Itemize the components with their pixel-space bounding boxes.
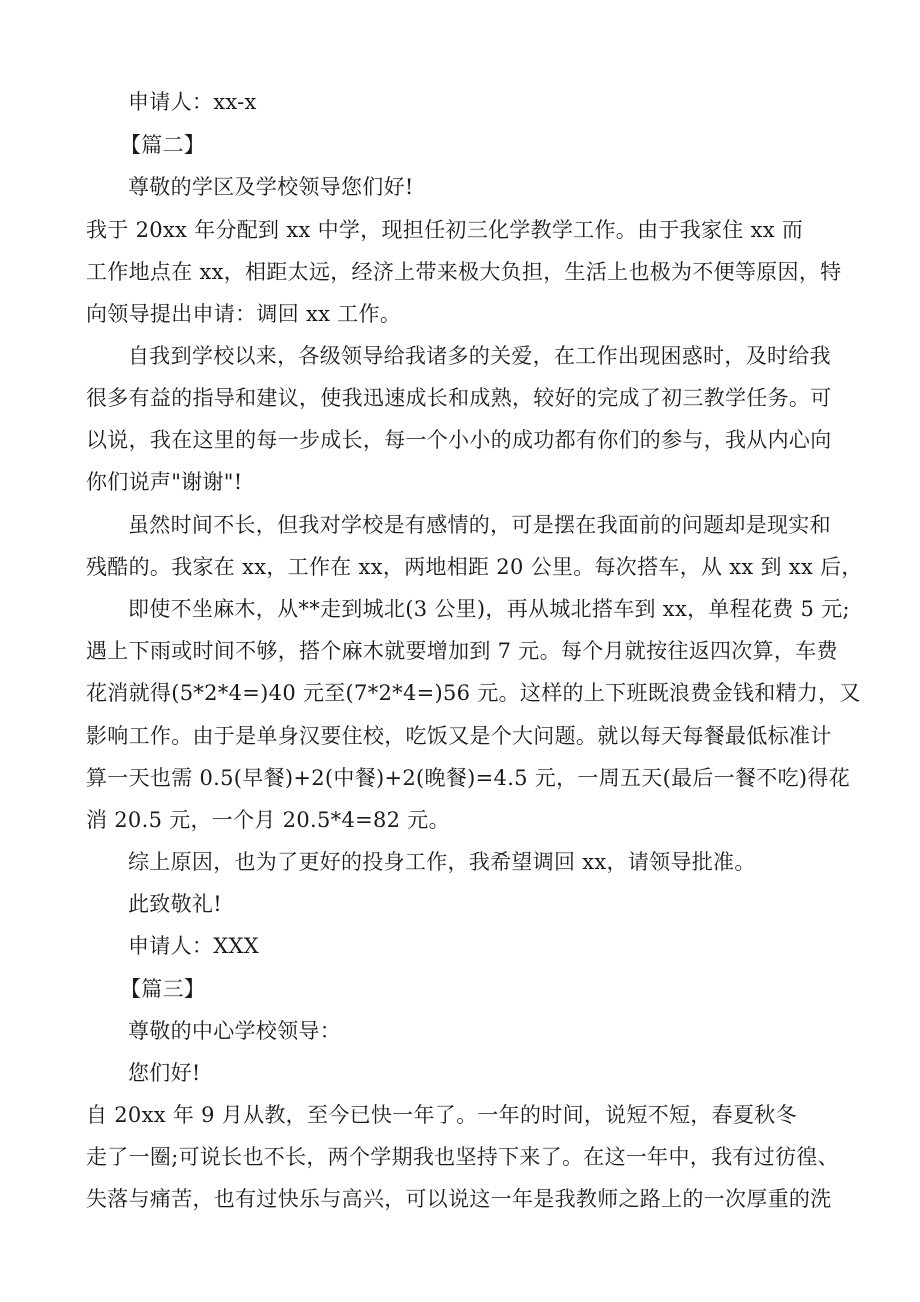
paragraph-line: 消 20.5 元，一个月 20.5*4=82 元。 xyxy=(86,808,450,832)
paragraph-line: 很多有益的指导和建议，使我迅速成长和成熟，较好的完成了初三教学任务。可 xyxy=(86,386,832,410)
paragraph-line: 工作地点在 xx，相距太远，经济上带来极大负担，生活上也极为不便等原因，特 xyxy=(86,260,842,284)
salutation-3: 尊敬的中心学校领导： xyxy=(128,1019,341,1043)
paragraph-line: 向领导提出申请：调回 xx 工作。 xyxy=(86,302,402,326)
paragraph-line: 算一天也需 0.5(早餐)+2(中餐)+2(晚餐)=4.5 元，一周五天(最后一餐不吃)得花 xyxy=(86,766,850,790)
paragraph-line: 残酷的。我家在 xx，工作在 xx，两地相距 20 公里。每次搭车，从 xx 到 xx 后， xyxy=(86,555,863,579)
salutation-2: 尊敬的学区及学校领导您们好! xyxy=(128,175,414,199)
paragraph-line: 我于 20xx 年分配到 xx 中学，现担任初三化学教学工作。由于我家住 xx 而 xyxy=(86,218,804,242)
paragraph-line: 虽然时间不长，但我对学校是有感情的，可是摆在我面前的问题却是现实和 xyxy=(128,513,831,537)
paragraph-line: 影响工作。由于是单身汉要住校，吃饭又是个大问题。就以每天每餐最低标准计 xyxy=(86,724,832,748)
paragraph-line: 以说，我在这里的每一步成长，每一个小小的成功都有你们的参与，我从内心向 xyxy=(86,428,832,452)
section-heading-3: 【篇三】 xyxy=(120,977,206,1001)
section-heading-2: 【篇二】 xyxy=(120,133,206,157)
greeting-line: 您们好! xyxy=(128,1061,201,1085)
paragraph-line: 花消就得(5*2*4=)40 元至(7*2*4=)56 元。这样的上下班既浪费金钱和精力，又 xyxy=(86,681,861,705)
paragraph-line: 自 20xx 年 9 月从教，至今已快一年了。一年的时间，说短不短，春夏秋冬 xyxy=(86,1103,797,1127)
paragraph-line: 遇上下雨或时间不够，搭个麻木就要增加到 7 元。每个月就按往返四次算，车费 xyxy=(86,639,838,663)
paragraph-line: 综上原因，也为了更好的投身工作，我希望调回 xx，请领导批准。 xyxy=(128,850,756,874)
closing-line: 此致敬礼! xyxy=(128,892,222,916)
applicant-line-2: 申请人：XXX xyxy=(128,934,259,958)
applicant-line-1: 申请人：xx-x xyxy=(128,90,257,114)
paragraph-line: 你们说声"谢谢"! xyxy=(86,470,243,494)
paragraph-line: 即使不坐麻木，从**走到城北(3 公里)，再从城北搭车到 xx，单程花费 5 元; xyxy=(128,597,850,621)
paragraph-line: 失落与痛苦，也有过快乐与高兴，可以说这一年是我教师之路上的一次厚重的洗 xyxy=(86,1187,832,1211)
paragraph-line: 自我到学校以来，各级领导给我诸多的关爱，在工作出现困惑时，及时给我 xyxy=(128,344,831,368)
paragraph-line: 走了一圈;可说长也不长，两个学期我也坚持下来了。在这一年中，我有过彷徨、 xyxy=(86,1145,839,1169)
